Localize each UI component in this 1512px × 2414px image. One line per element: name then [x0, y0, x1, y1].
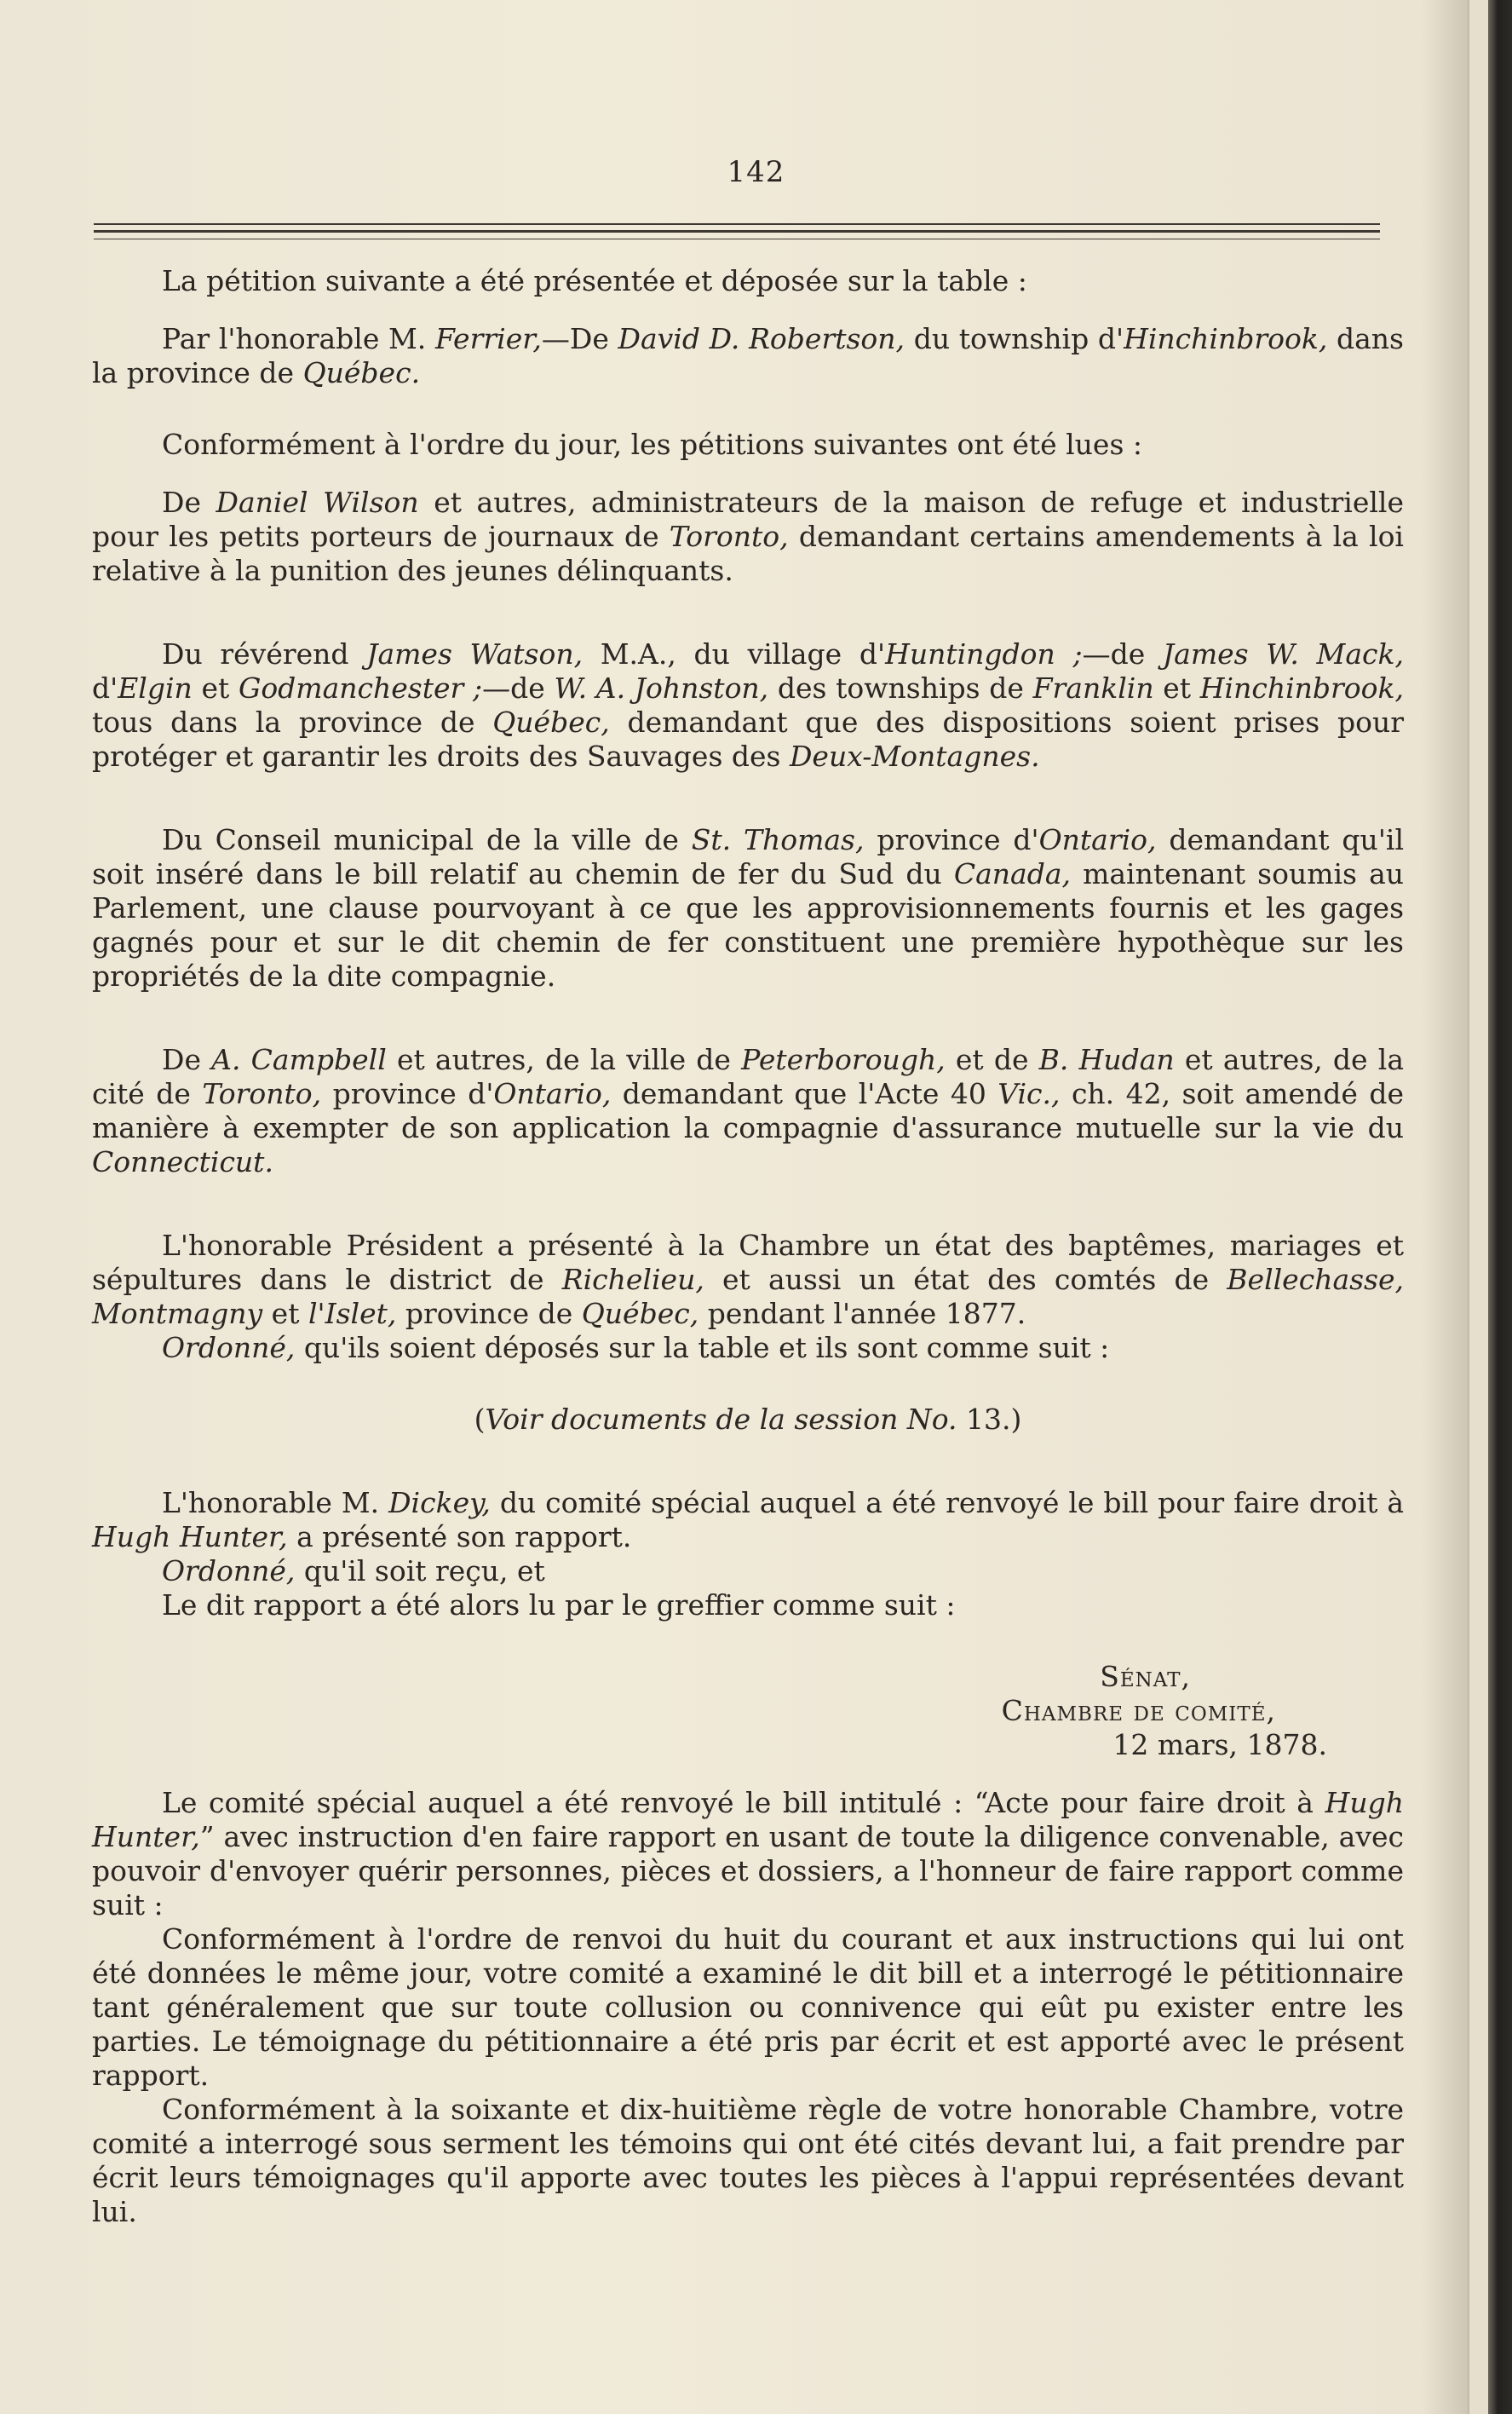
text-run: et autres, administrateurs de la maison de refuge et industrielle pour les petits porteurs de journaux de [92, 486, 1404, 553]
text-run: et de [945, 1043, 1039, 1076]
text-run: et autres, de la cité de [92, 1043, 1404, 1110]
italic-text-run: Richelieu, [561, 1263, 704, 1296]
text-run: 13.) [957, 1403, 1022, 1436]
italic-text-run: St. Thomas, [691, 823, 865, 856]
italic-text-run: Québec, [492, 706, 610, 739]
text-run: d' [92, 671, 118, 705]
italic-text-run: Godmanchester ; [238, 671, 483, 705]
text-run: dans la province de [92, 322, 1404, 389]
text-run: et [192, 671, 239, 705]
report-header-date: 12 mars, 1878. [1112, 1728, 1327, 1761]
italic-text-run: Deux-Montagnes. [789, 740, 1040, 773]
italic-text-run: Hinchinbrook, [1199, 671, 1404, 705]
italic-text-run: W. A. Johnston, [554, 671, 769, 705]
paragraph-dickey-report [92, 1486, 1404, 1554]
text-run: du comité spécial auquel a été renvoyé le bill pour faire droit à [490, 1486, 1404, 1519]
paragraph-ferrier-petition [92, 322, 1404, 390]
text-run: —de [1082, 637, 1163, 671]
adjacent-page-edge [1469, 0, 1488, 2414]
italic-text-run: Voir documents de la session No. [485, 1403, 957, 1436]
text-run: De [162, 486, 216, 519]
italic-text-run: Canada, [953, 857, 1071, 890]
text-run: qu'ils soient déposés sur la table et ils sont comme suit : [295, 1331, 1110, 1364]
italic-text-run: Ordonné, [162, 1554, 296, 1587]
paragraph-conformement-renvoi: Conformément à l'ordre de renvoi du huit du courant et aux instructions qui lui ont été données le même jour, votre comité a examiné le dit bill et a interrogé le pétitionnaire tant généralement que sur toute collusion ou connivence qui eût pu exister entre les parties. Le témoignage du pétitionnaire a été pris par écrit et est apporté avec le présent rapport. [92, 1922, 1404, 2092]
text-run: province d' [864, 823, 1039, 856]
text-run: demandant certains amendements à la loi relative à la punition des jeunes délinquants. [92, 520, 1404, 587]
text-run: et aussi un état des comtés de [704, 1263, 1227, 1296]
italic-text-run: Dickey, [388, 1486, 491, 1519]
text-run: L'honorable M. [162, 1486, 389, 1519]
paragraph-wilson-petition [92, 486, 1404, 588]
italic-text-run: Québec. [302, 356, 421, 389]
paragraph-ordonne-deposes [92, 1331, 1404, 1365]
paragraph-voir-documents [92, 1403, 1404, 1437]
text-run: et [1153, 671, 1200, 705]
text-run: ch. 42, soit amendé de manière à exempter de son application la compagnie d'assurance mutuelle sur la vie du [92, 1077, 1404, 1144]
book-spine [1488, 0, 1512, 2414]
italic-text-run: Elgin [118, 671, 193, 705]
paragraph-campbell-petition [92, 1043, 1404, 1179]
text-run: —de [482, 671, 555, 705]
text-run: Du révérend [162, 637, 367, 671]
paragraph-greffier: Le dit rapport a été alors lu par le greffier comme suit : [162, 1588, 956, 1622]
italic-text-run: l'Islet, [308, 1297, 397, 1330]
italic-text-run: Hinchinbrook, [1124, 322, 1328, 355]
paragraph-petition-intro: La pétition suivante a été présentée et déposée sur la table : [162, 264, 1027, 297]
text-run: qu'il soit reçu, et [295, 1554, 545, 1587]
text-run: demandant qu'il soit inséré dans le bill relatif au chemin de fer du Sud du [92, 823, 1404, 890]
text-run: et [262, 1297, 308, 1330]
text-run: —De [541, 322, 618, 355]
italic-text-run: Connecticut. [92, 1145, 273, 1178]
text-run: ” avec instruction d'en faire rapport en usant de toute la diligence convenable, avec pouvoir d'envoyer quérir personnes, pièces et dossiers, a l'honneur de faire rapport comme suit : [92, 1820, 1404, 1921]
italic-text-run: James Watson, [366, 637, 584, 671]
paragraph-committee-report [92, 1786, 1404, 1922]
text-run: Du Conseil municipal de la ville de [162, 823, 692, 856]
paragraph-order-of-day: Conformément à l'ordre du jour, les pétitions suivantes ont été lues : [162, 428, 1143, 461]
italic-text-run: Hugh Hunter, [92, 1786, 1404, 1853]
page-number: 142 [727, 155, 785, 189]
italic-text-run: Québec, [581, 1297, 699, 1330]
text-run: demandant que des dispositions soient prises pour protéger et garantir les droits des Sauvages des [92, 706, 1404, 773]
text-run: De [162, 1043, 212, 1076]
report-header-senat: Sénat, [1100, 1660, 1191, 1693]
paragraph-ordonne-recu [92, 1554, 1404, 1588]
paragraph-conformement-regle: Conformément à la soixante et dix-huitième règle de votre honorable Chambre, votre comité a interrogé sous serment les témoins qui ont été cités devant lui, a fait prendre par écrit leurs témoignages qu'il apporte avec toutes les pièces à l'appui représentées devant lui. [92, 2093, 1404, 2228]
page-body [92, 264, 1404, 2229]
italic-text-run: Ordonné, [162, 1331, 296, 1364]
text-run: province de [396, 1297, 582, 1330]
italic-text-run: Hugh Hunter, [92, 1520, 288, 1553]
italic-text-run: James W. Mack, [1162, 637, 1404, 671]
italic-text-run: Franklin [1032, 671, 1154, 705]
text-run: Le comité spécial auquel a été renvoyé le bill intitulé : “Acte pour faire droit à [162, 1786, 1325, 1819]
italic-text-run: Ferrier, [434, 322, 542, 355]
paragraph-president-statement [92, 1229, 1404, 1331]
text-run: pendant l'année 1877. [699, 1297, 1026, 1330]
text-run: province d' [321, 1077, 494, 1110]
italic-text-run: Huntingdon ; [885, 637, 1083, 671]
paragraph-st-thomas-petition [92, 823, 1404, 994]
italic-text-run: Peterborough, [741, 1043, 946, 1076]
text-run: demandant que l'Acte 40 [611, 1077, 998, 1110]
text-run: a présenté son rapport. [287, 1520, 632, 1553]
paragraph-watson-petition [92, 637, 1404, 774]
italic-text-run: Vic., [997, 1077, 1061, 1110]
report-header-chambre: Chambre de comité, [1001, 1694, 1276, 1727]
italic-text-run: Daniel Wilson [216, 486, 419, 519]
text-run: et autres, de la ville de [386, 1043, 742, 1076]
text-run: du township d' [905, 322, 1124, 355]
text-run: tous dans la province de [92, 706, 493, 739]
italic-text-run: Ontario, [1038, 823, 1157, 856]
text-run: des townships de [768, 671, 1033, 705]
italic-text-run: Toronto, [202, 1077, 322, 1110]
italic-text-run: Toronto, [669, 520, 789, 553]
italic-text-run: B. Hudan [1038, 1043, 1175, 1076]
italic-text-run: A. Campbell [211, 1043, 387, 1076]
text-run: maintenant soumis au Parlement, une clause pourvoyant à ce que les approvisionnements fournis et les gages gagnés pour et sur le dit chemin de fer constituent une première hypothèque sur les propriétés de la dite compagnie. [92, 857, 1404, 993]
header-rule [94, 223, 1380, 225]
text-run: Par l'honorable M. [162, 322, 435, 355]
italic-text-run: David D. Robertson, [618, 322, 905, 355]
italic-text-run: Bellechasse, Montmagny [92, 1263, 1405, 1330]
italic-text-run: Ontario, [493, 1077, 612, 1110]
header-rule-thick [94, 230, 1380, 233]
text-run: ( [474, 1403, 486, 1436]
text-run: M.A., du village d' [583, 637, 886, 671]
text-run: L'honorable Président a présenté à la Chambre un état des baptêmes, mariages et sépultures dans le district de [92, 1229, 1404, 1296]
